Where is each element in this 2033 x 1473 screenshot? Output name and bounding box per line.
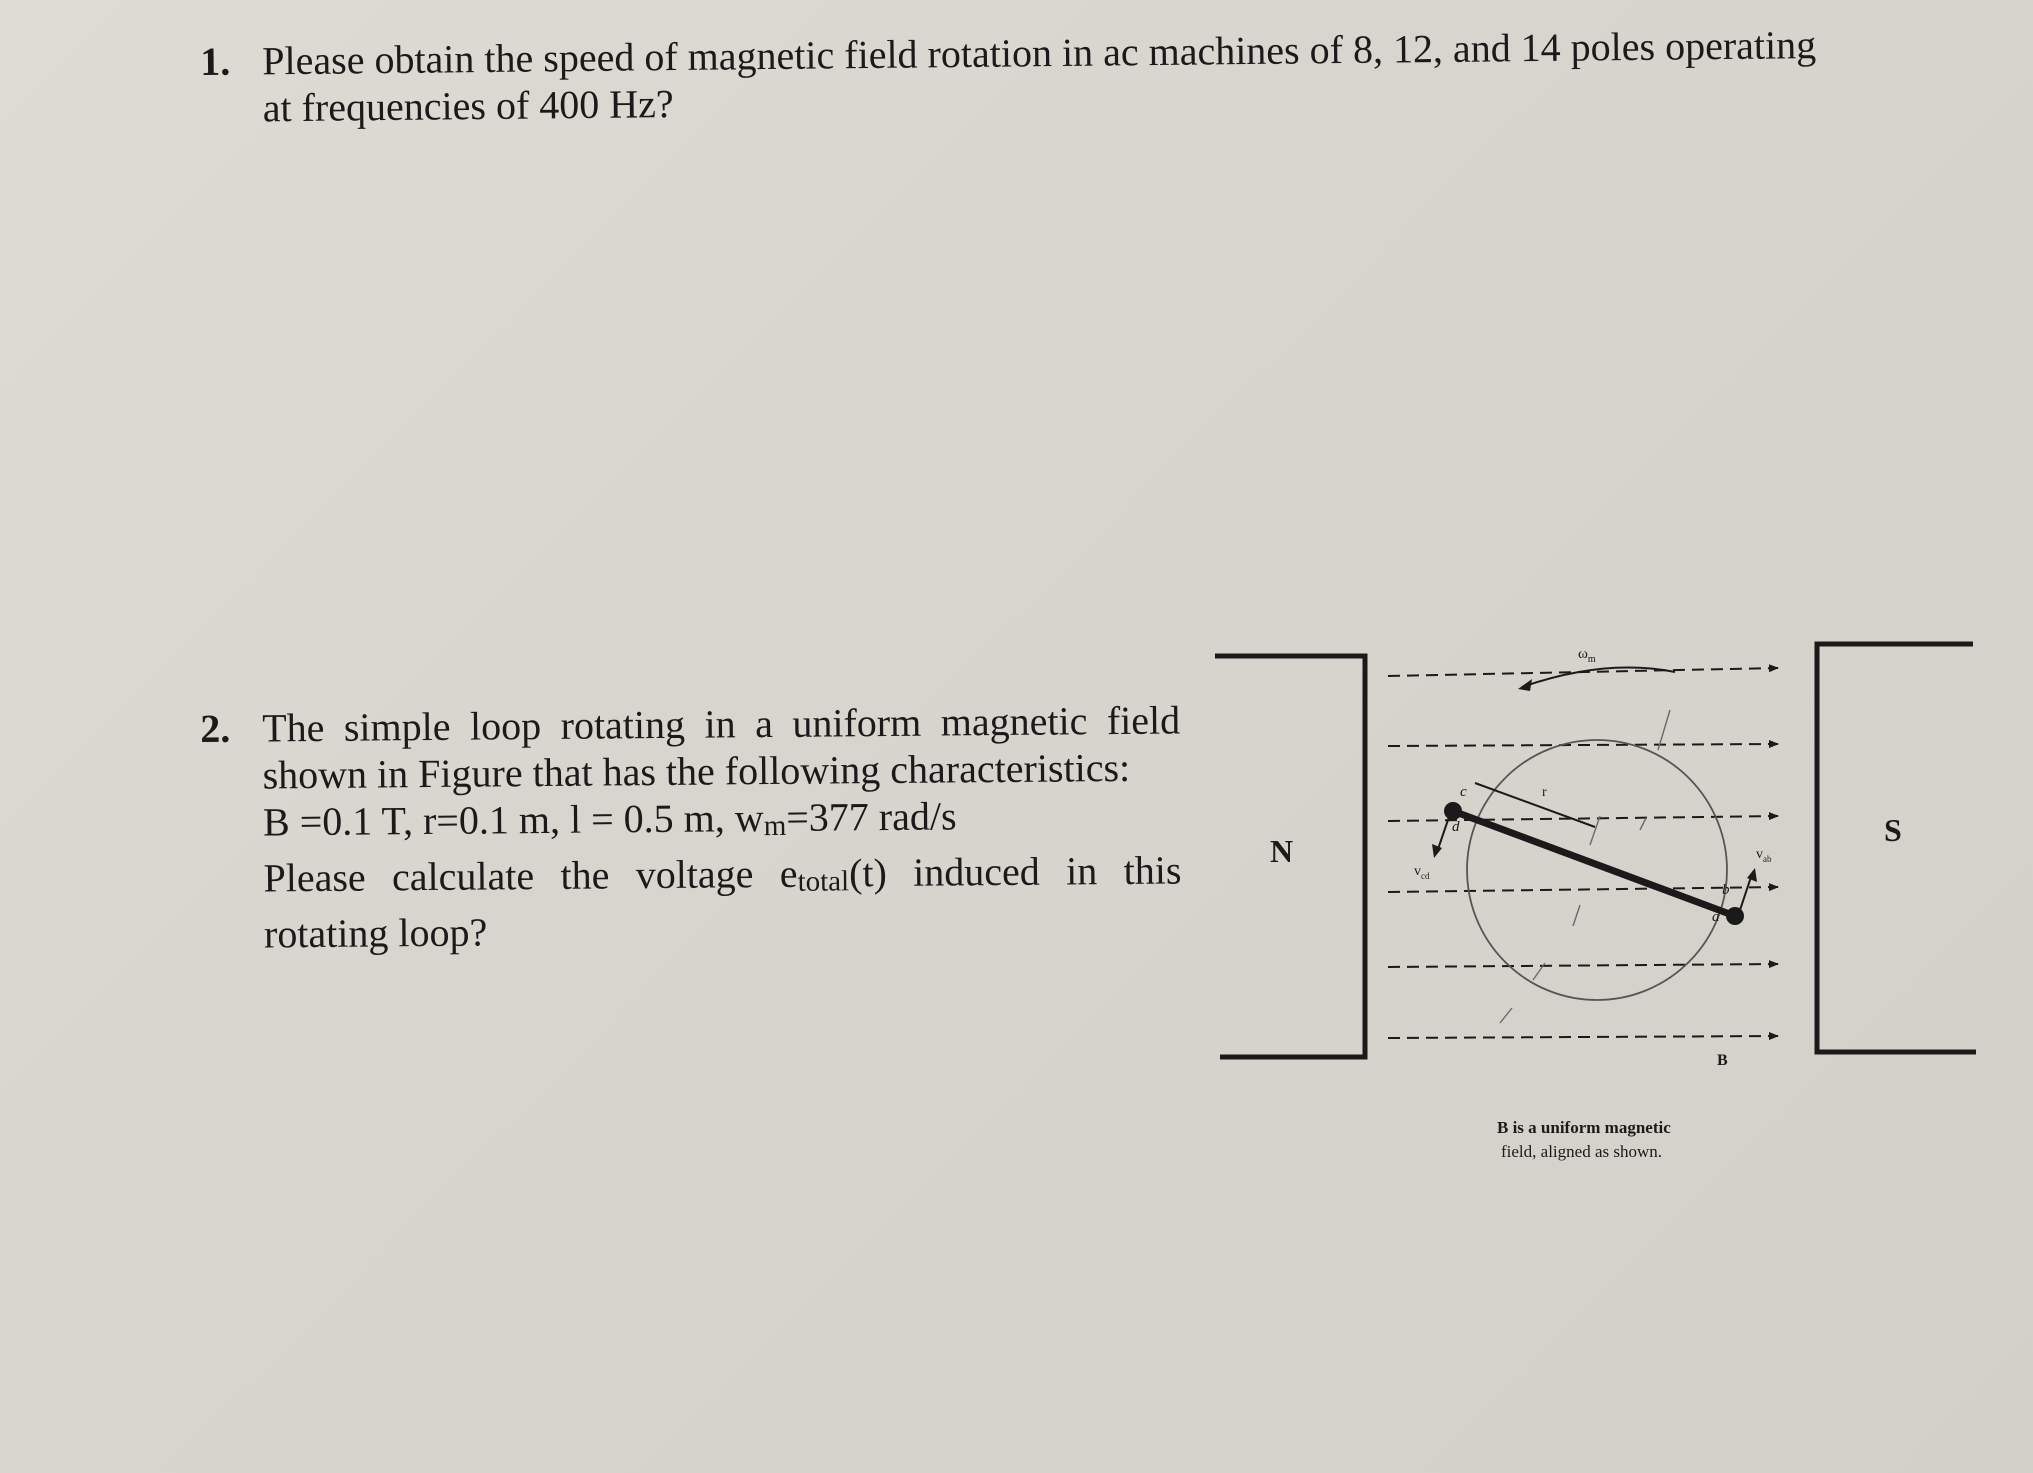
pencil-marks	[1500, 710, 1670, 1023]
omega-rotation-arrow	[1522, 667, 1675, 687]
rotating-loop-figure	[1200, 620, 2000, 1180]
north-pole-label: N	[1270, 833, 1294, 869]
radius-label: r	[1542, 785, 1547, 800]
question-2-parameters: B =0.1 T, r=0.1 m, l = 0.5 m, wm=377 rad/s	[262, 793, 957, 845]
question-1-number: 1.	[200, 38, 231, 84]
magnetic-field-lines	[1388, 668, 1778, 1038]
field-line-5	[1388, 964, 1778, 967]
question-1-line-1: Please obtain the speed of magnetic field rotation in ac machines of 8, 12, and 14 poles operating	[262, 22, 1817, 84]
field-line-6	[1388, 1036, 1778, 1038]
vab-arrowhead	[1747, 868, 1757, 882]
question-2-line-2: shown in Figure that has the following characteristics:	[262, 744, 1131, 798]
label-a: a	[1712, 909, 1720, 925]
b-field-label: B	[1717, 1052, 1728, 1069]
question-2	[200, 696, 1182, 958]
caption-line-2: field, aligned as shown.	[1501, 1142, 1662, 1161]
omega-label: $\omega_m$	[1578, 646, 1596, 665]
etotal-symbol: etotal(t)	[779, 850, 888, 898]
question-2-line-1: The simple loop rotating in a uniform magnetic field	[262, 697, 1181, 751]
rotating-loop-diagram	[1200, 620, 2000, 1180]
vcd-label: $v_{cd}$	[1414, 864, 1430, 881]
vab-label: $v_{ab}$	[1756, 847, 1772, 864]
vab-arrow	[1740, 874, 1752, 910]
conductor-end-ab	[1726, 907, 1744, 925]
rotation-circle	[1467, 740, 1727, 1000]
question-1-line-2: at frequencies of 400 Hz?	[262, 81, 674, 131]
south-pole-piece	[1817, 644, 1976, 1052]
field-line-2	[1388, 744, 1778, 746]
label-d: d	[1452, 819, 1460, 835]
question-1	[200, 21, 1841, 132]
label-b: b	[1722, 882, 1730, 898]
conductor-end-cd	[1444, 802, 1462, 820]
caption-line-1: B is a uniform magnetic	[1497, 1118, 1671, 1137]
label-c: c	[1460, 784, 1467, 800]
question-2-number: 2.	[200, 705, 231, 751]
vcd-arrowhead	[1432, 844, 1442, 858]
question-2-line-4: Please calculate the voltage etotal(t) induced in this	[263, 846, 1181, 910]
south-pole-label: S	[1884, 812, 1902, 848]
field-line-4	[1388, 887, 1778, 892]
question-2-line-5: rotating loop?	[263, 909, 488, 957]
omega-arrowhead	[1518, 679, 1532, 691]
